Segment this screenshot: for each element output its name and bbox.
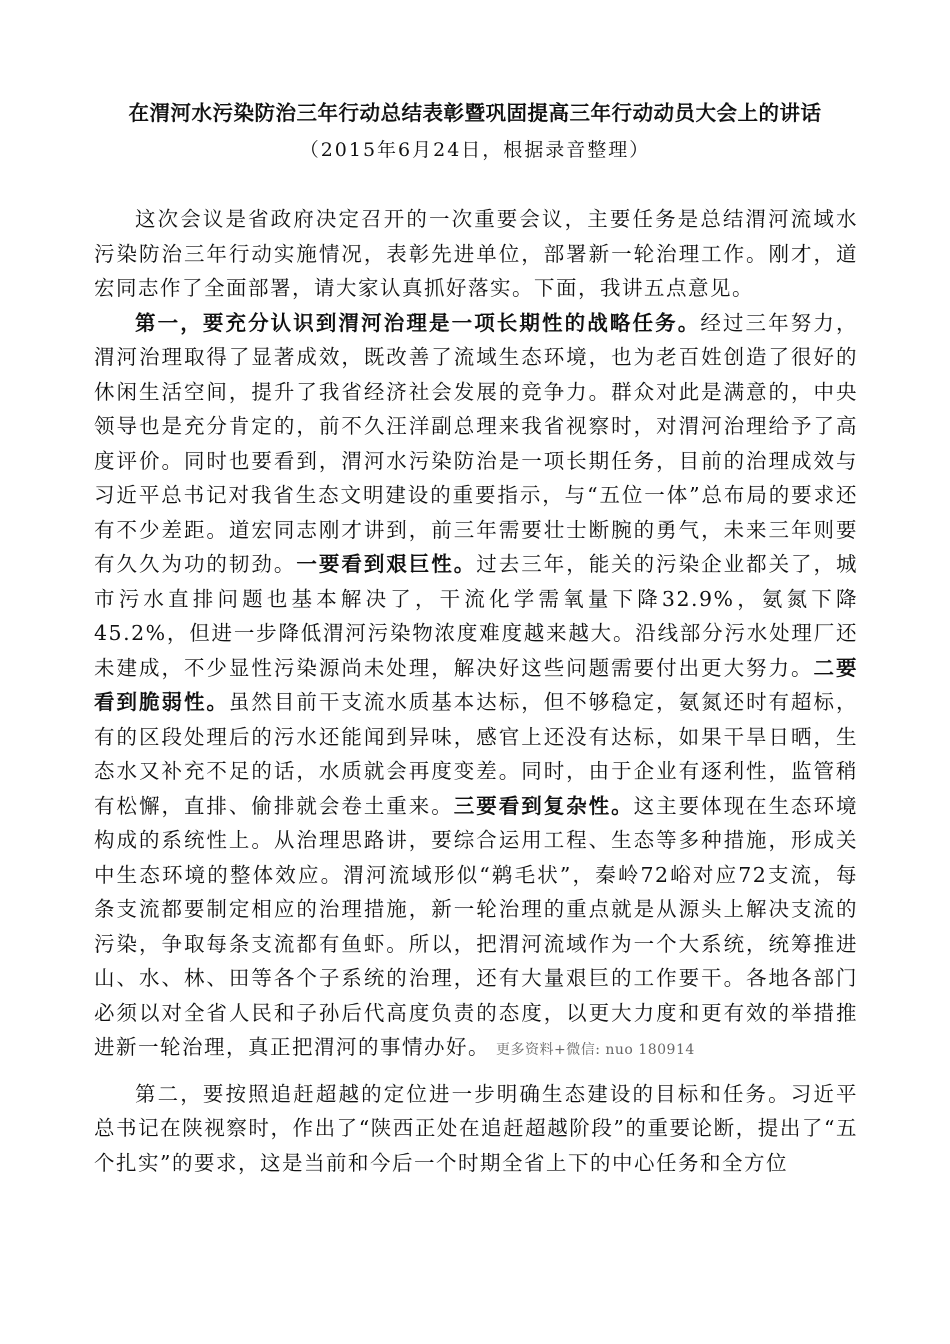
document-title: 在渭河水污染防治三年行动总结表彰暨巩固提高三年行动动员大会上的讲话 [128, 101, 822, 125]
paragraph-text: 过去三年，能关的污染企业都关了，城市污水直排问题也基本解决了，干流化学需氧量下降32.9%，氨氮下降45.2%，但进一步降低渭河污染物浓度难度越来越大。沿线部分污水处理厂还未建成，不少显性污染源尚未处理，解决好这些问题需要付出更大努力。 [94, 552, 859, 680]
paragraph-text: 经过三年努力，渭河治理取得了显著成效，既改善了流域生态环境，也为老百姓创造了很好的休闲生活空间，提升了我省经济社会发展的竞争力。群众对此是满意的，中央领导也是充分肯定的，前不久汪洋副总理来我省视察时，对渭河治理给予了高度评价。同时也要看到，渭河水污染防治是一项长期任务，目前的治理成效与习近平总书记对我省生态文明建设的重要指示，与“五位一体”总布局的要求还有不少差距。道宏同志刚才讲到，前三年需要壮士断腕的勇气，未来三年则要有久久为功的韧劲。 [94, 310, 859, 576]
paragraph-intro: 这次会议是省政府决定召开的一次重要会议，主要任务是总结渭河流域水污染防治三年行动实施情况，表彰先进单位，部署新一轮治理工作。刚才，道宏同志作了全面部署，请大家认真抓好落实。下面，我讲五点意见。 [94, 207, 858, 300]
emphasis-difficulty: 一要看到艰巨性。 [296, 552, 477, 576]
paragraph-second-point: 第二，要按照追赶超越的定位进一步明确生态建设的目标和任务。习近平总书记在陕视察时，作出了“陕西正处在追赶超越阶段”的重要论断，提出了“五个扎实”的要求，这是当前和今后一个时期全省上下的中心任务和全方位 [94, 1081, 858, 1175]
emphasis-fragility: 二要看到脆弱性。 [94, 655, 859, 714]
paragraph-text: 虽然目前干支流水质基本达标，但不够稳定，氨氮还时有超标，有的区段处理后的污水还能闻到异味，感官上还没有达标，如果干旱日晒，生态水又补充不足的话，水质就会再度变差。同时，由于企业有逐利性，监管稍有松懈，直排、偷排就会卷土重来。 [94, 690, 859, 818]
paragraph-first-point [94, 306, 858, 1068]
watermark-note: 更多资料+微信: nuo 180914 [496, 1042, 695, 1058]
paragraph-text: 这主要体现在生态环境构成的系统性上。从治理思路讲，要综合运用工程、生态等多种措施，形成关中生态环境的整体效应。渭河流域形似“鹈毛状”，秦岭72峪对应72支流，每条支流都要制定相应的治理措施，新一轮治理的重点就是从源头上解决支流的污染，争取每条支流都有鱼虾。所以，把渭河流域作为一个大系统，统筹推进山、水、林、田等各个子系统的治理，还有大量艰巨的工作要干。各地各部门必须以对全省人民和子孙后代高度负责的态度，以更大力度和更有效的举措推进新一轮治理，真正把渭河的事情办好。 [94, 793, 859, 1059]
emphasis-complexity: 三要看到复杂性。 [453, 793, 634, 818]
document-body [94, 202, 858, 1180]
document-subtitle: （2015年6月24日，根据录音整理） [299, 139, 651, 161]
paragraph-heading: 第一，要充分认识到渭河治理是一项长期性的战略任务。 [135, 310, 701, 335]
